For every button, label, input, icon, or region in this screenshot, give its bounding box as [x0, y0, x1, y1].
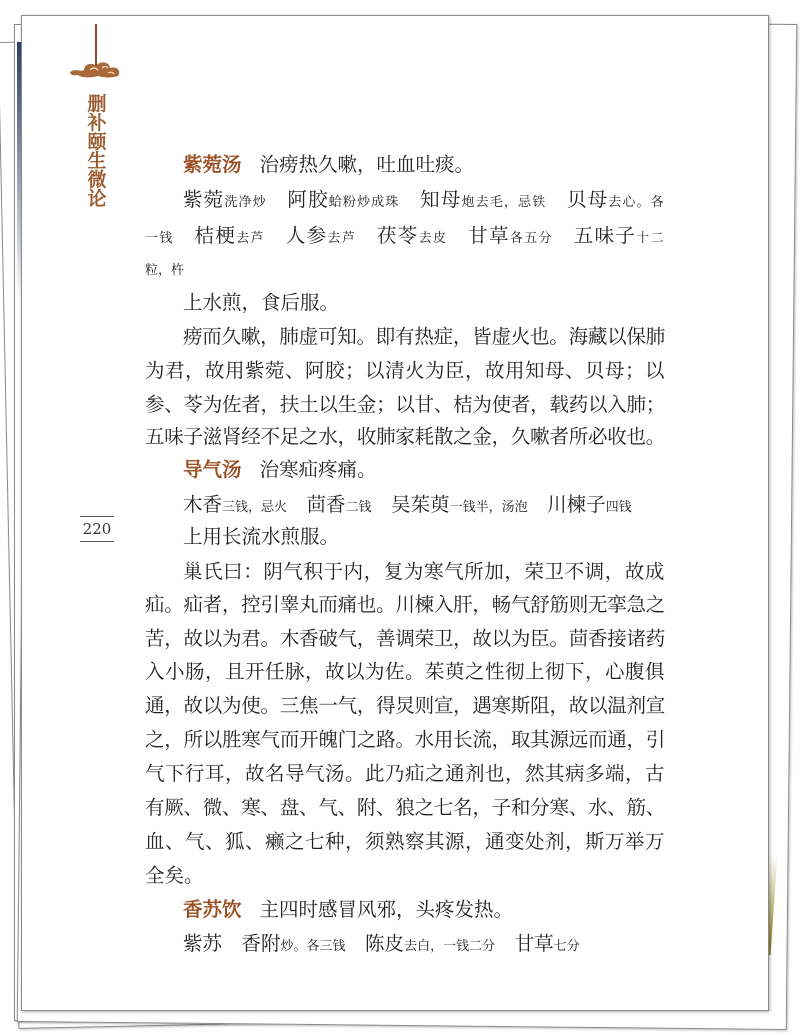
- text-segment: 五味子: [552, 224, 637, 247]
- text-line: [183, 493, 632, 520]
- text-line: [145, 256, 184, 283]
- annotation-note: 去芦: [327, 231, 357, 246]
- text-segment: 之，所以胜寒气而开魄门之路。水用长流，取其源远而通，引: [145, 728, 665, 751]
- annotation-note: 蛤粉炒成珠: [328, 195, 400, 210]
- text-segment: 痨而久嗽，肺虚可知。即有热症，皆虚火也。海藏以保肺: [183, 325, 665, 348]
- annotation-note: 炒。各三钱: [280, 939, 346, 954]
- text-segment: 上用长流水煎服。: [183, 525, 340, 548]
- text-line: [145, 694, 665, 718]
- text-segment: 吴茱萸: [371, 493, 450, 516]
- recipe-heading: 紫菀汤: [183, 153, 242, 176]
- text-segment: 五味子滋肾经不足之水，收肺家耗散之金，久嗽者所必收也。: [145, 425, 665, 448]
- text-line: [183, 560, 665, 584]
- annotation-note: 去白，一钱二分: [404, 939, 496, 954]
- recipe-heading: 导气汤: [183, 458, 242, 481]
- text-line: [145, 393, 665, 417]
- annotation-note: 去皮: [418, 231, 448, 246]
- text-line: [183, 898, 513, 922]
- annotation-note: 一钱半，汤泡: [449, 500, 528, 515]
- text-line: [183, 525, 339, 549]
- text-segment: 入小肠，且开任脉，故以为佐。茱萸之性彻上彻下，心腹俱: [145, 660, 665, 683]
- cloud-ornament-icon: [68, 58, 124, 80]
- recipe-heading: 香苏饮: [183, 898, 242, 921]
- annotation-note: 粒，杵: [145, 263, 185, 278]
- text-line: [183, 188, 665, 215]
- book-title-char: 生: [87, 150, 107, 172]
- text-segment: 甘草: [447, 224, 510, 247]
- text-segment: 紫苏: [183, 932, 223, 955]
- text-segment: 甘草: [495, 932, 554, 955]
- text-line: [145, 425, 665, 449]
- text-segment: 木香: [183, 493, 223, 516]
- book-title-vertical: [86, 95, 108, 209]
- text-line: [145, 728, 665, 752]
- text-segment: 全矣。: [145, 864, 204, 887]
- book-title-char: 颐: [87, 131, 107, 153]
- text-segment: 苦，故以为君。木香破气，善调荣卫，故以为臣。茴香接诸药: [145, 627, 665, 650]
- text-segment: 巢氏曰：阴气积于内，复为寒气所加，荣卫不调，故成: [183, 560, 665, 583]
- text-segment: 参、苓为佐者，扶土以生金；以甘、桔为使者，载药以入肺；: [145, 393, 665, 416]
- text-segment: 上水煎，食后服。: [183, 291, 340, 314]
- annotation-note: 一钱: [145, 231, 174, 246]
- annotation-note: 各五分: [509, 231, 553, 246]
- text-line: [183, 153, 474, 177]
- text-line: [145, 864, 204, 888]
- annotation-note: 七分: [553, 939, 580, 954]
- text-segment: 主四时感冒风邪，头疼发热。: [259, 898, 514, 921]
- text-line: [145, 359, 665, 383]
- text-line: [145, 762, 665, 786]
- text-segment: 紫菀: [183, 188, 225, 211]
- book-title-char: 补: [87, 112, 107, 134]
- text-segment: 为君，故用紫菀、阿胶；以清火为臣，故用知母、贝母；以: [145, 359, 665, 382]
- text-segment: 治寒疝疼痛。: [259, 458, 377, 481]
- text-line: [145, 830, 665, 854]
- annotation-note: 二钱: [345, 500, 372, 515]
- text-segment: 治痨热久嗽，吐血吐痰。: [259, 153, 475, 176]
- annotation-note: 十二: [636, 231, 665, 246]
- text-segment: 疝。疝者，控引睾丸而痛也。川楝入肝，畅气舒筋则无挛急之: [145, 593, 665, 616]
- annotation-note: 去心。各: [608, 195, 665, 210]
- book-title-char: 微: [87, 169, 107, 191]
- text-segment: 知母: [399, 188, 462, 211]
- text-segment: 通，故以为使。三焦一气，得炅则宣，遇寒斯阻，故以温剂宣: [145, 694, 665, 717]
- text-line: [145, 660, 665, 684]
- book-title-char: 论: [87, 188, 107, 210]
- annotation-note: 四钱: [605, 500, 632, 515]
- text-segment: 血、气、狐、癞之七种，须熟察其源，通变处剂，斯万举万: [145, 830, 665, 853]
- text-line: [145, 593, 665, 617]
- text-line: [183, 932, 580, 959]
- text-segment: 茴香: [287, 493, 346, 516]
- text-segment: 香附: [222, 932, 281, 955]
- text-segment: 茯苓: [356, 224, 419, 247]
- annotation-note: 三钱，忌火: [222, 500, 288, 515]
- text-line: [145, 627, 665, 651]
- book-title-char: 删: [87, 93, 107, 115]
- text-line: [183, 325, 665, 349]
- text-segment: 桔梗: [173, 224, 237, 247]
- text-line: [145, 224, 665, 251]
- text-line: [183, 291, 339, 315]
- text-segment: 阿胶: [266, 188, 329, 211]
- page-number: 220: [80, 516, 114, 542]
- text-segment: 人参: [264, 224, 328, 247]
- annotation-note: 去芦: [236, 231, 265, 246]
- text-segment: 川楝子: [527, 493, 606, 516]
- text-line: [183, 458, 377, 482]
- text-segment: 有厥、微、寒、盘、气、附、狼之七名，子和分寒、水、筋、: [145, 796, 665, 819]
- text-segment: 气下行耳，故名导气汤。此乃疝之通剂也，然其病多端，古: [145, 762, 665, 785]
- text-line: [145, 796, 665, 820]
- annotation-note: 炮去毛，忌铁: [461, 195, 547, 210]
- annotation-note: 洗净炒: [224, 195, 267, 210]
- text-segment: 贝母: [546, 188, 609, 211]
- text-segment: 陈皮: [345, 932, 405, 955]
